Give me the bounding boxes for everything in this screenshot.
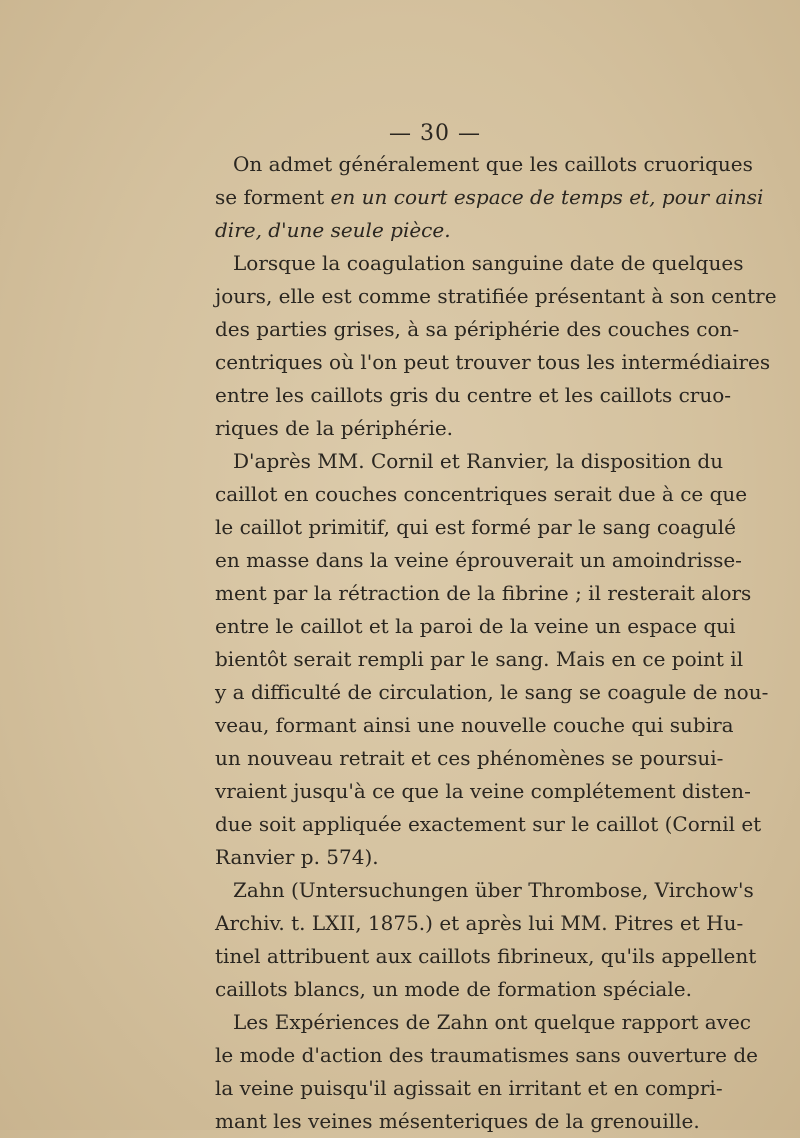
text-line: Les Expériences de Zahn ont quelque rapport avec bbox=[233, 1010, 751, 1034]
text-line: vraient jusqu'à ce que la veine complétement disten- bbox=[215, 779, 751, 803]
text-line: entre les caillots gris du centre et les caillots cruo- bbox=[215, 383, 732, 407]
text-line: caillot en couches concentriques serait due à ce que bbox=[215, 482, 748, 506]
text-line: en masse dans la veine éprouverait un amoindrisse- bbox=[215, 548, 742, 572]
body-text bbox=[215, 148, 777, 1138]
text-line: jours, elle est comme stratifiée présentant à son centre bbox=[215, 284, 777, 308]
text-line: Zahn (Untersuchungen über Thrombose, Virchow's bbox=[233, 878, 754, 902]
text-line: le caillot primitif, qui est formé par le sang coagulé bbox=[215, 515, 736, 539]
text-line bbox=[215, 181, 764, 214]
text-line: Archiv. t. LXII, 1875.) et après lui MM. Pitres et Hu- bbox=[215, 911, 744, 935]
text-line: veau, formant ainsi une nouvelle couche qui subira bbox=[215, 713, 734, 737]
text-line: On admet généralement que les caillots cruoriques bbox=[233, 152, 753, 176]
text-line: la veine puisqu'il agissait en irritant et en compri- bbox=[215, 1076, 723, 1100]
text-line: D'après MM. Cornil et Ranvier, la disposition du bbox=[233, 449, 724, 473]
text-line: Ranvier p. 574). bbox=[215, 845, 379, 869]
text-line: Lorsque la coagulation sanguine date de quelques bbox=[233, 251, 744, 275]
text-line: tinel attribuent aux caillots fibrineux, qu'ils appellent bbox=[215, 944, 757, 968]
page-number: — 30 — bbox=[389, 121, 481, 146]
text-line: riques de la périphérie. bbox=[215, 416, 454, 440]
text-line: due soit appliquée exactement sur le caillot (Cornil et bbox=[215, 812, 762, 836]
text-line bbox=[215, 214, 655, 247]
text-line: caillots blancs, un mode de formation spéciale. bbox=[215, 977, 692, 1001]
text-line: ment par la rétraction de la fibrine ; il resterait alors bbox=[215, 581, 752, 605]
text-line: bientôt serait rempli par le sang. Mais en ce point il bbox=[215, 647, 744, 671]
text-line: un nouveau retrait et ces phénomènes se poursui- bbox=[215, 746, 724, 770]
text-line: le mode d'action des traumatismes sans ouverture de bbox=[215, 1043, 759, 1067]
text-segment: se forment bbox=[215, 185, 331, 209]
italic-segment: dire, d'une seule pièce. bbox=[215, 218, 451, 242]
text-line: des parties grises, à sa périphérie des couches con- bbox=[215, 317, 740, 341]
italic-segment: en un court espace de temps et, pour ainsi bbox=[330, 185, 764, 209]
text-line: entre le caillot et la paroi de la veine un espace qui bbox=[215, 614, 736, 638]
text-line: y a difficulté de circulation, le sang se coagule de nou- bbox=[215, 680, 769, 704]
text-line: centriques où l'on peut trouver tous les intermédiaires bbox=[215, 350, 771, 374]
text-line: mant les veines mésenteriques de la grenouille. bbox=[215, 1109, 700, 1133]
